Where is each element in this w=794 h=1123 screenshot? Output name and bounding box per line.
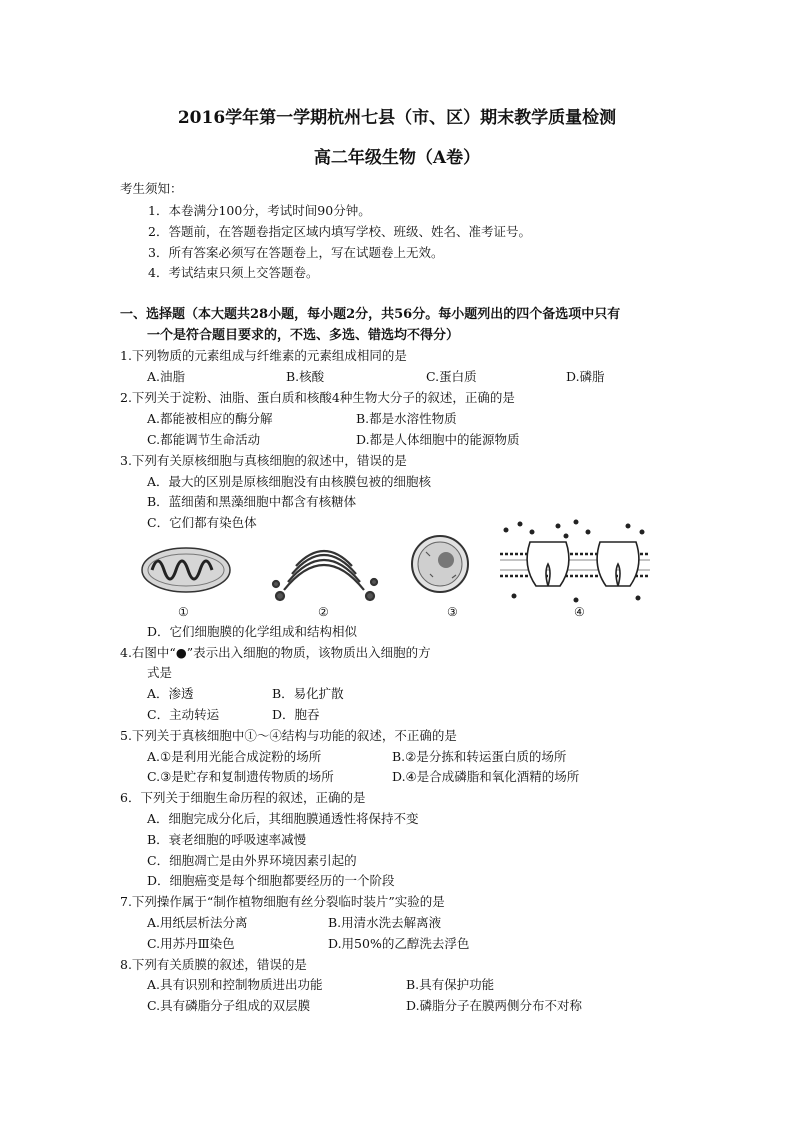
option-a: A．渗透 bbox=[147, 686, 194, 701]
option-c: C.具有磷脂分子组成的双层膜 bbox=[147, 998, 311, 1013]
section-heading-cont: 一个是符合题目要求的，不选、多选、错选均不得分） bbox=[147, 328, 460, 343]
figure-label-4: ④ bbox=[574, 605, 585, 619]
notice-item: 2．答题前，在答题卷指定区域内填写学校、班级、姓名、准考证号。 bbox=[148, 224, 531, 239]
option-b: B.都是水溶性物质 bbox=[356, 411, 457, 426]
option-a: A.具有识别和控制物质进出功能 bbox=[147, 977, 323, 992]
option-b: B.具有保护功能 bbox=[406, 977, 495, 992]
cell-structures-figure bbox=[130, 515, 650, 622]
page-subtitle: 高二年级生物（A卷） bbox=[313, 148, 481, 168]
question-stem: 6．下列关于细胞生命历程的叙述，正确的是 bbox=[120, 790, 366, 805]
option-b: B.用清水洗去解离液 bbox=[328, 915, 442, 930]
membrane-transport-image bbox=[500, 520, 650, 603]
option-d: D.④是合成磷脂和氧化酒精的场所 bbox=[392, 769, 580, 784]
option-a: A.①是利用光能合成淀粉的场所 bbox=[147, 749, 322, 764]
option-b: B.②是分拣和转运蛋白质的场所 bbox=[392, 749, 567, 764]
option-c: C．主动转运 bbox=[147, 707, 220, 722]
section-heading: 一、选择题（本大题共28小题，每小题2分，共56分。每小题列出的四个备选项中只有 bbox=[120, 307, 621, 322]
question-stem: 8.下列有关质膜的叙述，错误的是 bbox=[120, 957, 307, 972]
option-c: C.③是贮存和复制遗传物质的场所 bbox=[147, 769, 334, 784]
option-a: A.用纸层析法分离 bbox=[147, 915, 248, 930]
option-b: B．蓝细菌和黑藻细胞中都含有核糖体 bbox=[147, 494, 357, 509]
nucleus-image bbox=[412, 536, 468, 592]
question-stem-cont: 式是 bbox=[147, 665, 173, 680]
notice-heading: 考生须知： bbox=[120, 181, 183, 196]
question-stem: 7.下列操作属于“制作植物细胞有丝分裂临时装片”实验的是 bbox=[120, 894, 445, 909]
option-a: A.都能被相应的酶分解 bbox=[147, 411, 273, 426]
mitochondrion-image bbox=[142, 548, 230, 592]
option-b: B．衰老细胞的呼吸速率减慢 bbox=[147, 832, 307, 847]
option-d: D.磷脂分子在膜两侧分布不对称 bbox=[406, 998, 583, 1013]
option-d: D．它们细胞膜的化学组成和结构相似 bbox=[147, 624, 358, 639]
page-title: 2016学年第一学期杭州七县（市、区）期末教学质量检测 bbox=[177, 108, 617, 128]
figure-label-2: ② bbox=[318, 605, 329, 619]
option-c: C．细胞凋亡是由外界环境因素引起的 bbox=[147, 853, 357, 868]
option-c: C.都能调节生命活动 bbox=[147, 432, 261, 447]
option-b: B．易化扩散 bbox=[272, 686, 344, 701]
question-stem: 5.下列关于真核细胞中①～④结构与功能的叙述，不正确的是 bbox=[120, 728, 457, 743]
question-stem: 1.下列物质的元素组成与纤维素的元素组成相同的是 bbox=[120, 348, 407, 363]
option-b: B.核酸 bbox=[286, 369, 325, 384]
figure-label-1: ① bbox=[178, 605, 189, 619]
question-stem: 4.右图中“●”表示出入细胞的物质，该物质出入细胞的方 bbox=[120, 645, 431, 660]
option-d: D．胞吞 bbox=[272, 707, 320, 722]
notice-item: 4．考试结束只须上交答题卷。 bbox=[148, 265, 319, 280]
option-d: D.用50%的乙醇洗去浮色 bbox=[328, 936, 470, 951]
option-a: A.油脂 bbox=[147, 369, 186, 384]
golgi-apparatus-image bbox=[273, 551, 377, 600]
option-c: C．它们都有染色体 bbox=[147, 515, 257, 530]
figure-label-3: ③ bbox=[447, 605, 458, 619]
option-c: C.用苏丹Ⅲ染色 bbox=[147, 936, 235, 951]
option-c: C.蛋白质 bbox=[426, 369, 477, 384]
question-stem: 3.下列有关原核细胞与真核细胞的叙述中，错误的是 bbox=[120, 453, 407, 468]
option-d: D.磷脂 bbox=[566, 369, 605, 384]
notice-item: 1．本卷满分100分，考试时间90分钟。 bbox=[148, 203, 371, 218]
option-a: A．细胞完成分化后，其细胞膜通透性将保持不变 bbox=[147, 811, 419, 826]
question-stem: 2.下列关于淀粉、油脂、蛋白质和核酸4种生物大分子的叙述，正确的是 bbox=[120, 390, 515, 405]
option-d: D.都是人体细胞中的能源物质 bbox=[356, 432, 520, 447]
option-d: D．细胞癌变是每个细胞都要经历的一个阶段 bbox=[147, 873, 395, 888]
option-a: A．最大的区别是原核细胞没有由核膜包被的细胞核 bbox=[147, 474, 432, 489]
notice-item: 3．所有答案必须写在答题卷上，写在试题卷上无效。 bbox=[148, 245, 444, 260]
